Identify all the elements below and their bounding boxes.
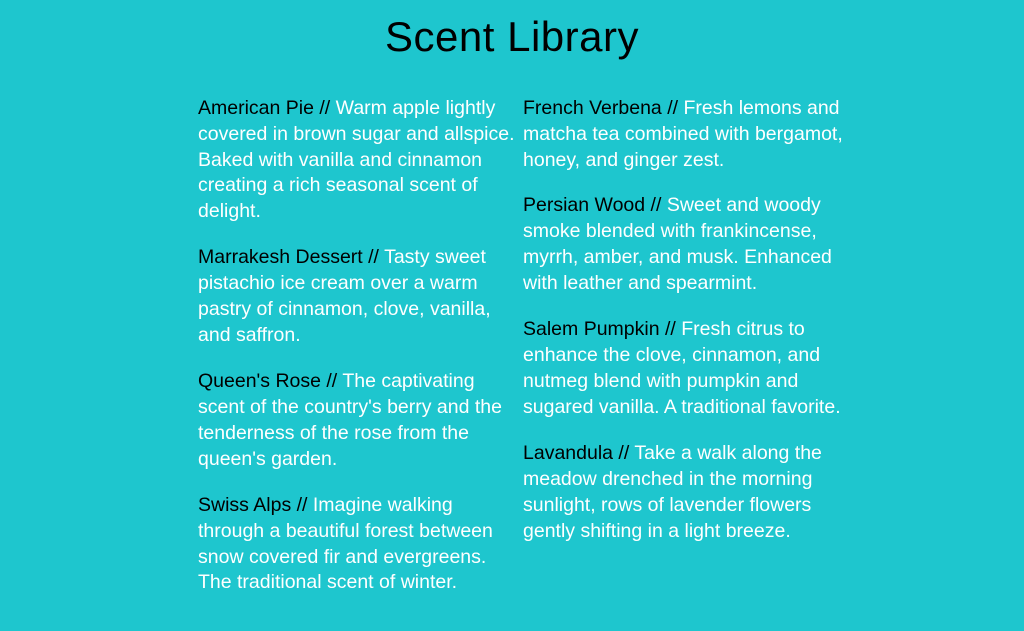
scent-name: Swiss Alps: [198, 493, 292, 516]
scent-separator: //: [326, 369, 338, 392]
scent-entry: [523, 193, 863, 297]
scent-entry: [198, 369, 519, 473]
scent-columns: [0, 60, 1024, 616]
scent-entry: [523, 441, 863, 545]
scent-separator: //: [368, 246, 379, 269]
scent-name: Salem Pumpkin: [523, 318, 660, 341]
scent-name: Lavandula: [523, 441, 613, 464]
scent-description: Fresh lemons and matcha tea combined with bergamot, honey, and ginger zest.: [523, 96, 843, 171]
scent-entry: [523, 317, 863, 421]
scent-separator: //: [618, 441, 630, 464]
scent-description: Imagine walking through a beautiful forest between snow covered fir and evergreens. The traditional scent of winter.: [198, 493, 493, 594]
scent-separator: //: [664, 318, 676, 341]
scent-description: Take a walk along the meadow drenched in the morning sunlight, rows of lavender flowers gently shifting in a light breeze.: [523, 441, 822, 542]
scent-description: Sweet and woody smoke blended with frankincense, myrrh, amber, and musk. Enhanced with leather and spearmint.: [523, 194, 832, 295]
scent-name: Queen's Rose: [198, 369, 321, 392]
scent-separator: //: [667, 96, 679, 119]
scent-entry: [198, 493, 519, 597]
scent-entry: [198, 96, 519, 226]
scent-description: The captivating scent of the country's berry and the tenderness of the rose from the queen's garden.: [198, 369, 502, 470]
scent-name: French Verbena: [523, 96, 662, 119]
scent-description: Warm apple lightly covered in brown sugar and allspice. Baked with vanilla and cinnamon creating a rich seasonal scent of delight.: [198, 96, 515, 223]
scent-description: Fresh citrus to enhance the clove, cinnamon, and nutmeg blend with pumpkin and sugared vanilla. A traditional favorite.: [523, 318, 841, 418]
scent-separator: //: [650, 194, 662, 217]
scent-name: Marrakesh Dessert: [198, 246, 363, 269]
scent-entry: [198, 245, 519, 349]
page-title: Scent Library: [385, 13, 639, 60]
scent-entry: [523, 96, 863, 174]
scent-separator: //: [296, 493, 308, 516]
scent-name: American Pie: [198, 96, 314, 119]
scent-separator: //: [319, 96, 331, 119]
scent-description: Tasty sweet pistachio ice cream over a warm pastry of cinnamon, clove, vanilla, and saffron.: [198, 246, 491, 347]
scent-name: Persian Wood: [523, 194, 646, 217]
scent-column-left: [198, 76, 523, 616]
scent-column-right: [523, 76, 863, 616]
